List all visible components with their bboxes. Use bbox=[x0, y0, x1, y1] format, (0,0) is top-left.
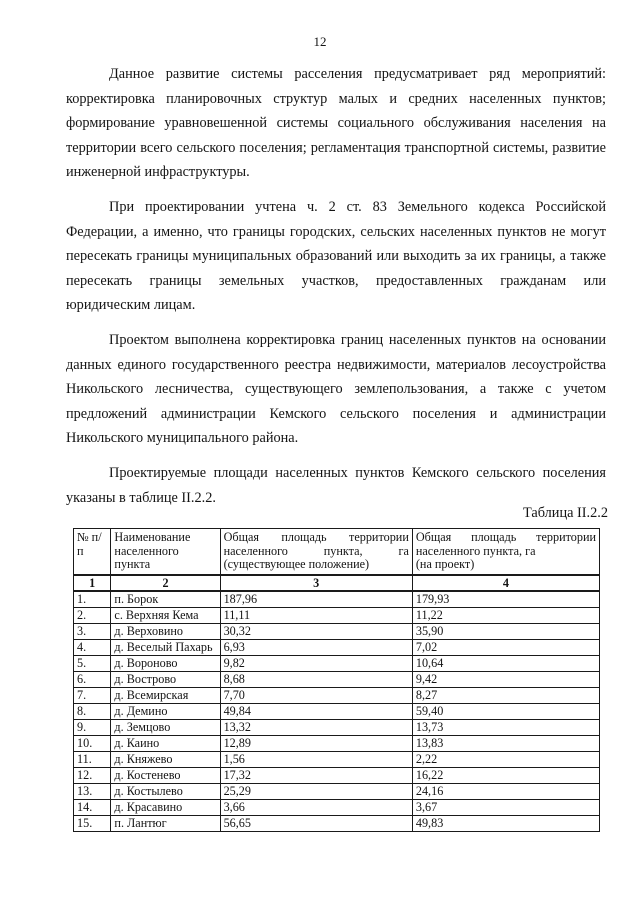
row-number: 8. bbox=[74, 704, 111, 720]
column-number: 1 bbox=[74, 575, 111, 591]
table-row bbox=[74, 784, 600, 800]
row-number: 13. bbox=[74, 784, 111, 800]
row-number: 5. bbox=[74, 656, 111, 672]
row-number: 2. bbox=[74, 608, 111, 624]
table-body bbox=[74, 591, 600, 832]
row-number: 15. bbox=[74, 816, 111, 832]
row-number: 14. bbox=[74, 800, 111, 816]
existing-area: 30,32 bbox=[220, 624, 412, 640]
settlements-area-table bbox=[73, 528, 600, 832]
project-area: 8,27 bbox=[412, 688, 599, 704]
settlement-name: д. Веселый Пахарь bbox=[111, 640, 220, 656]
existing-area: 25,29 bbox=[220, 784, 412, 800]
project-area: 49,83 bbox=[412, 816, 599, 832]
table-row bbox=[74, 816, 600, 832]
row-number: 6. bbox=[74, 672, 111, 688]
settlement-name: д. Костылево bbox=[111, 784, 220, 800]
project-area: 35,90 bbox=[412, 624, 599, 640]
table-row bbox=[74, 624, 600, 640]
header-name: Наименование населенного пункта bbox=[111, 529, 220, 576]
column-number: 2 bbox=[111, 575, 220, 591]
settlement-name: д. Красавино bbox=[111, 800, 220, 816]
settlement-name: д. Земцово bbox=[111, 720, 220, 736]
row-number: 4. bbox=[74, 640, 111, 656]
project-area: 16,22 bbox=[412, 768, 599, 784]
project-area: 13,73 bbox=[412, 720, 599, 736]
header-num: № п/п bbox=[74, 529, 111, 576]
settlement-name: д. Всемирская bbox=[111, 688, 220, 704]
page-number: 12 bbox=[313, 34, 327, 49]
project-area: 179,93 bbox=[412, 591, 599, 608]
settlement-name: с. Верхняя Кема bbox=[111, 608, 220, 624]
existing-area: 3,66 bbox=[220, 800, 412, 816]
paragraph-4: Проектируемые площади населенных пунктов Кемского сельского поселения указаны в таблице II.2.2. bbox=[66, 464, 606, 506]
row-number: 1. bbox=[74, 591, 111, 608]
paragraph-1: Данное развитие системы расселения предусматривает ряд мероприятий: корректировка планировочных структур малых и средних населенных пунктов; формирование уравновешенной системы социального обслуживания населения на территории всего сельского поселения; регламентация транспортной системы, развитие инженерной инфраструктуры. bbox=[66, 66, 606, 181]
existing-area: 1,56 bbox=[220, 752, 412, 768]
settlement-name: д. Вострово bbox=[111, 672, 220, 688]
row-number: 11. bbox=[74, 752, 111, 768]
project-area: 7,02 bbox=[412, 640, 599, 656]
paragraph-3: Проектом выполнена корректировка границ населенных пунктов на основании данных единого государственного реестра недвижимости, материалов лесоустройства Никольского лесничества, существующего землепользования, а также с учетом предложений администрации Кемского сельского поселения и администрации Никольского муниципального района. bbox=[66, 331, 606, 447]
existing-area: 17,32 bbox=[220, 768, 412, 784]
row-number: 7. bbox=[74, 688, 111, 704]
row-number: 9. bbox=[74, 720, 111, 736]
existing-area: 11,11 bbox=[220, 608, 412, 624]
table-row bbox=[74, 704, 600, 720]
row-number: 10. bbox=[74, 736, 111, 752]
table-row bbox=[74, 608, 600, 624]
column-number: 3 bbox=[220, 575, 412, 591]
project-area: 2,22 bbox=[412, 752, 599, 768]
settlement-name: д. Верховино bbox=[111, 624, 220, 640]
paragraph-2: При проектировании учтена ч. 2 ст. 83 Земельного кодекса Российской Федерации, а именно, что границы городских, сельских населенных пунктов не могут пересекать границы муниципальных образований или выходить за их границы, а также пересекать границы земельных участков, предоставленных гражданам или юридическим лицам. bbox=[66, 198, 606, 314]
table-row bbox=[74, 800, 600, 816]
settlement-name: д. Костенево bbox=[111, 768, 220, 784]
existing-area: 56,65 bbox=[220, 816, 412, 832]
existing-area: 7,70 bbox=[220, 688, 412, 704]
existing-area: 6,93 bbox=[220, 640, 412, 656]
body-text bbox=[66, 62, 606, 520]
existing-area: 187,96 bbox=[220, 591, 412, 608]
project-area: 11,22 bbox=[412, 608, 599, 624]
column-number-row bbox=[74, 575, 600, 591]
row-number: 12. bbox=[74, 768, 111, 784]
project-area: 3,67 bbox=[412, 800, 599, 816]
table-row bbox=[74, 720, 600, 736]
settlement-name: д. Демино bbox=[111, 704, 220, 720]
project-area: 13,83 bbox=[412, 736, 599, 752]
table-row bbox=[74, 752, 600, 768]
existing-area: 12,89 bbox=[220, 736, 412, 752]
settlement-name: д. Каино bbox=[111, 736, 220, 752]
table-row bbox=[74, 591, 600, 608]
table-caption: Таблица II.2.2 bbox=[523, 505, 608, 521]
project-area: 10,64 bbox=[412, 656, 599, 672]
table-row bbox=[74, 640, 600, 656]
existing-area: 9,82 bbox=[220, 656, 412, 672]
existing-area: 13,32 bbox=[220, 720, 412, 736]
table-row bbox=[74, 768, 600, 784]
header-project-area: Общая площадь территории населенного пункта, га (на проект) bbox=[412, 529, 599, 576]
table-row bbox=[74, 656, 600, 672]
row-number: 3. bbox=[74, 624, 111, 640]
project-area: 59,40 bbox=[412, 704, 599, 720]
existing-area: 8,68 bbox=[220, 672, 412, 688]
settlement-name: п. Лантюг bbox=[111, 816, 220, 832]
settlement-name: п. Борок bbox=[111, 591, 220, 608]
settlement-name: д. Вороново bbox=[111, 656, 220, 672]
table-row bbox=[74, 688, 600, 704]
project-area: 9,42 bbox=[412, 672, 599, 688]
existing-area: 49,84 bbox=[220, 704, 412, 720]
table-header-row bbox=[74, 529, 600, 576]
column-number: 4 bbox=[412, 575, 599, 591]
project-area: 24,16 bbox=[412, 784, 599, 800]
header-existing-area: Общая площадь территории населенного пункта, га (существующее положение) bbox=[220, 529, 412, 576]
table-row bbox=[74, 736, 600, 752]
table-row bbox=[74, 672, 600, 688]
settlement-name: д. Княжево bbox=[111, 752, 220, 768]
